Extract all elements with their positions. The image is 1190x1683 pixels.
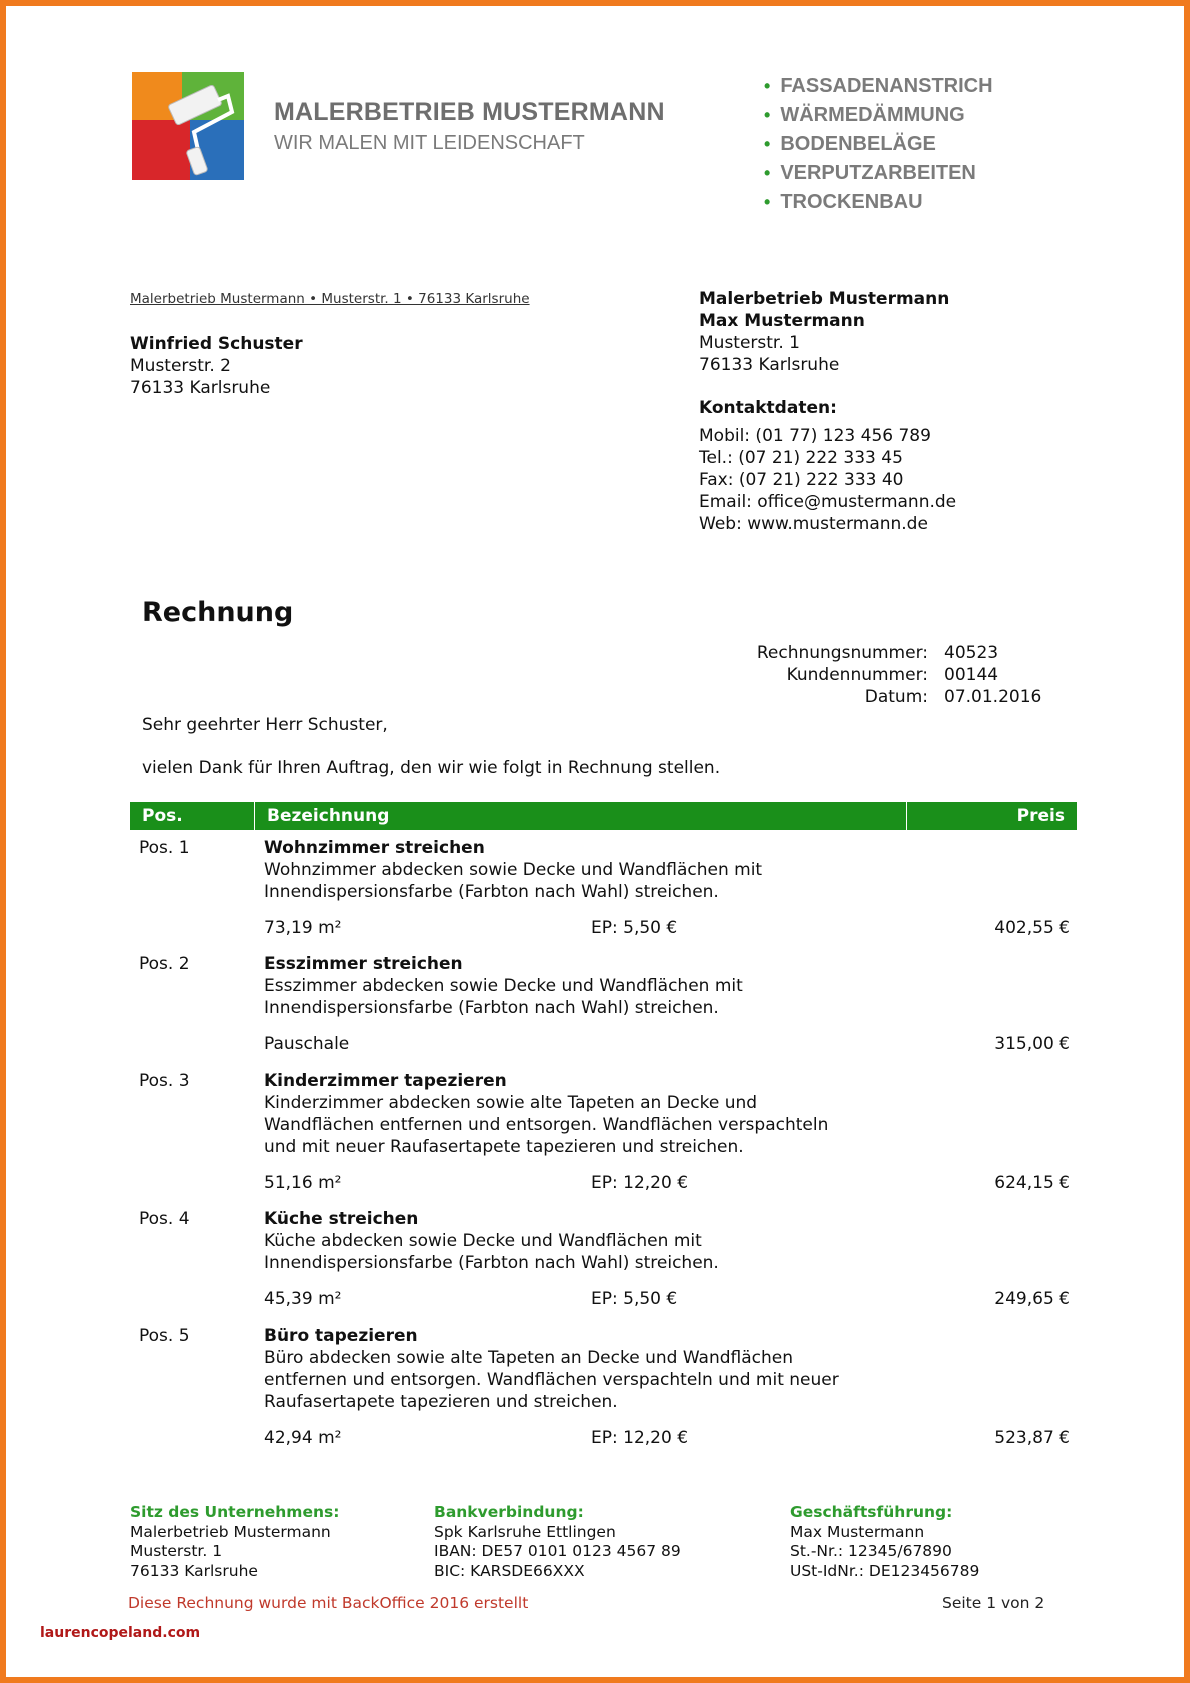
service-item: • VERPUTZARBEITEN (764, 162, 976, 184)
company-tagline: WIR MALEN MIT LEIDENSCHAFT (274, 132, 585, 154)
footer-line: Musterstr. 1 (130, 1542, 223, 1560)
sender-company: Malerbetrieb Mustermann (699, 289, 950, 309)
item-position: Pos. 3 (139, 1071, 190, 1091)
sender-street: Musterstr. 1 (699, 333, 800, 353)
footer-seat-title: Sitz des Unternehmens: (130, 1503, 340, 1521)
item-unit-price: EP: 5,50 € (591, 918, 678, 938)
item-unit-price: EP: 12,20 € (591, 1173, 689, 1193)
invoice-number-value: 40523 (944, 643, 999, 663)
sender-person: Max Mustermann (699, 311, 865, 331)
watermark: laurencopeland.com (40, 1625, 201, 1641)
column-header-pos: Pos. (142, 806, 183, 826)
sender-return-line: Malerbetrieb Mustermann • Musterstr. 1 • 76133 Karlsruhe (130, 291, 530, 307)
invoice-number-label: Rechnungsnummer: (756, 643, 928, 663)
footer-line: IBAN: DE57 0101 0123 4567 89 (434, 1542, 681, 1560)
item-price: 523,87 € (994, 1428, 1070, 1448)
item-title: Esszimmer streichen (264, 954, 463, 974)
footer-seat (130, 1503, 339, 1581)
contact-email[interactable]: Email: office@mustermann.de (699, 492, 957, 512)
services-list (764, 72, 993, 217)
bullet-icon: • (764, 134, 771, 154)
item-title: Küche streichen (264, 1209, 419, 1229)
item-quantity: 73,19 m² (264, 918, 342, 938)
item-position: Pos. 2 (139, 954, 190, 974)
column-header-price: Preis (1016, 806, 1065, 826)
item-price: 249,65 € (994, 1289, 1070, 1309)
table-row (130, 953, 1077, 1053)
created-note: Diese Rechnung wurde mit BackOffice 2016 erstellt (128, 1594, 529, 1612)
page-number: Seite 1 von 2 (942, 1594, 1045, 1612)
bullet-icon: • (764, 163, 771, 183)
footer-line: St.-Nr.: 12345/67890 (790, 1542, 952, 1560)
customer-number-value: 00144 (944, 665, 999, 685)
contact-fax: Fax: (07 21) 222 333 40 (699, 470, 904, 490)
footer-management-title: Geschäftsführung: (790, 1503, 953, 1521)
item-title: Kinderzimmer tapezieren (264, 1071, 507, 1091)
salutation: Sehr geehrter Herr Schuster, (142, 715, 388, 735)
recipient-address (130, 333, 303, 399)
item-unit-price: EP: 12,20 € (591, 1428, 689, 1448)
date-label: Datum: (864, 687, 928, 707)
item-description: Esszimmer abdecken sowie Decke und Wandflächen mit Innendispersionsfarbe (Farbton nach Wahl) streichen. (264, 976, 743, 1018)
table-row (130, 1208, 1077, 1308)
recipient-city: 76133 Karlsruhe (130, 378, 271, 398)
item-price: 402,55 € (994, 918, 1070, 938)
bullet-icon: • (764, 76, 771, 96)
table-header (130, 802, 1077, 830)
customer-number-label: Kundennummer: (786, 665, 928, 685)
column-header-description: Bezeichnung (267, 806, 390, 826)
sender-address (699, 288, 956, 535)
item-description: Küche abdecken sowie Decke und Wandflächen mit Innendispersionsfarbe (Farbton nach Wahl) streichen. (264, 1231, 719, 1273)
item-price: 315,00 € (994, 1034, 1070, 1054)
item-unit-price: EP: 5,50 € (591, 1289, 678, 1309)
item-description: Wohnzimmer abdecken sowie Decke und Wandflächen mit Innendispersionsfarbe (Farbton nach Wahl) streichen. (264, 860, 763, 902)
footer-bank-title: Bankverbindung: (434, 1503, 584, 1521)
date-value: 07.01.2016 (944, 687, 1042, 707)
service-item: • TROCKENBAU (764, 191, 923, 213)
item-quantity: 45,39 m² (264, 1289, 342, 1309)
paint-roller-icon (132, 72, 244, 180)
table-row (130, 837, 1077, 937)
intro-text: vielen Dank für Ihren Auftrag, den wir wie folgt in Rechnung stellen. (142, 758, 721, 778)
table-row (130, 1325, 1077, 1447)
item-price: 624,15 € (994, 1173, 1070, 1193)
item-position: Pos. 1 (139, 838, 190, 858)
invoice-meta (640, 642, 1041, 708)
contact-phone: Tel.: (07 21) 222 333 45 (699, 448, 903, 468)
contact-web[interactable]: Web: www.mustermann.de (699, 514, 928, 534)
item-position: Pos. 4 (139, 1209, 190, 1229)
footer-line: Spk Karlsruhe Ettlingen (434, 1522, 616, 1541)
service-item: • WÄRMEDÄMMUNG (764, 104, 965, 126)
recipient-name: Winfried Schuster (130, 334, 303, 354)
bullet-icon: • (764, 105, 771, 125)
company-name: MALERBETRIEB MUSTERMANN (274, 98, 665, 126)
bullet-icon: • (764, 192, 771, 212)
recipient-street: Musterstr. 2 (130, 356, 231, 376)
item-position: Pos. 5 (139, 1326, 190, 1346)
service-item: • FASSADENANSTRICH (764, 75, 993, 97)
item-quantity: 51,16 m² (264, 1173, 342, 1193)
service-item: • BODENBELÄGE (764, 133, 936, 155)
footer-management (790, 1503, 979, 1581)
item-quantity: 42,94 m² (264, 1428, 342, 1448)
item-description: Büro abdecken sowie alte Tapeten an Decke und Wandflächen entfernen und entsorgen. Wandflächen verspachteln und mit neuer Raufasertapete tapezieren und streichen. (264, 1348, 839, 1412)
table-row (130, 1070, 1077, 1192)
item-title: Wohnzimmer streichen (264, 838, 485, 858)
footer-bank (434, 1503, 681, 1581)
page-title: Rechnung (142, 597, 294, 628)
footer-line: Max Mustermann (790, 1522, 925, 1541)
item-quantity: Pauschale (264, 1034, 350, 1054)
sender-city: 76133 Karlsruhe (699, 355, 840, 375)
footer-line: Malerbetrieb Mustermann (130, 1522, 331, 1541)
footer-line: USt-IdNr.: DE123456789 (790, 1561, 980, 1580)
contact-title: Kontaktdaten: (699, 398, 837, 418)
item-description: Kinderzimmer abdecken sowie alte Tapeten an Decke und Wandflächen entfernen und entsorgen. Wandflächen verspachteln und mit neuer Raufasertapete tapezieren und streichen. (264, 1093, 829, 1157)
contact-mobile: Mobil: (01 77) 123 456 789 (699, 426, 931, 446)
footer-line: 76133 Karlsruhe (130, 1561, 258, 1580)
footer-line: BIC: KARSDE66XXX (434, 1561, 585, 1580)
item-title: Büro tapezieren (264, 1326, 418, 1346)
